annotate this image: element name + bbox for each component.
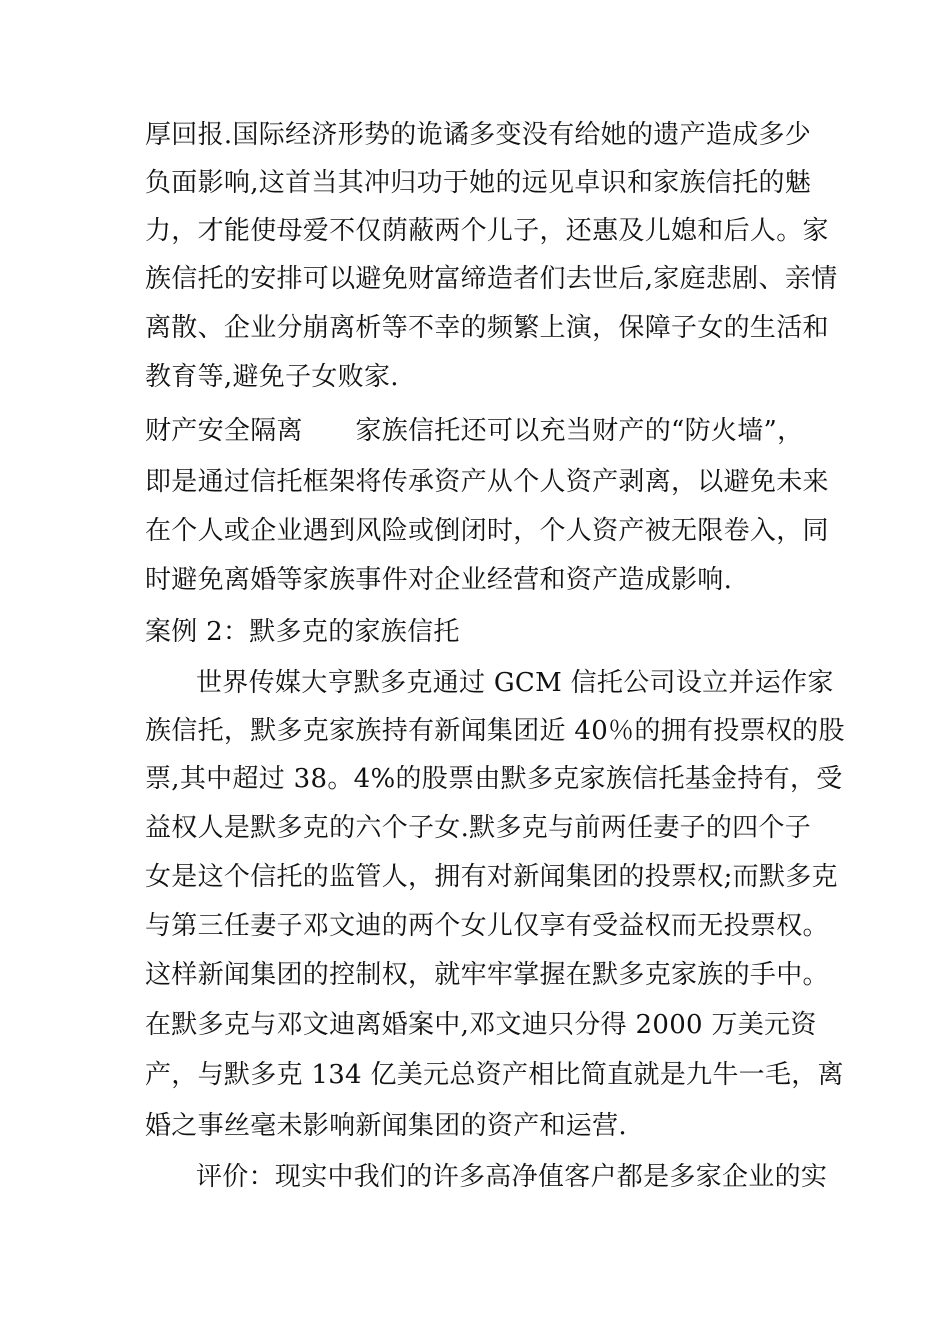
text-line-21: 婚之事丝毫未影响新闻集团的资产和运营. [145,1111,627,1141]
text-line-22: 评价：现实中我们的许多高净值客户都是多家企业的实 [196,1162,828,1192]
text-line-5: 离散、企业分崩离析等不幸的频繁上演，保障子女的生活和 [145,313,829,343]
text-line-15: 益权人是默多克的六个子女.默多克与前两任妻子的四个子 [145,813,812,843]
text-line-4: 族信托的安排可以避免财富缔造者们去世后,家庭悲剧、亲情 [145,264,838,294]
case-heading: 案例 2：默多克的家族信托 [145,617,460,647]
text-line-1: 厚回报.国际经济形势的诡谲多变没有给她的遗产造成多少 [145,120,812,150]
text-line-10: 时避免离婚等家族事件对企业经营和资产造成影响. [145,565,733,595]
text-line-2: 负面影响,这首当其冲归功于她的远见卓识和家族信托的魅 [145,168,812,198]
text-line-17: 与第三任妻子邓文迪的两个女儿仅享有受益权而无投票权。 [145,911,829,941]
text-line-9: 在个人或企业遇到风险或倒闭时，个人资产被无限卷入，同 [145,516,829,546]
text-line-14: 票,其中超过 38。4%的股票由默多克家族信托基金持有，受 [145,764,843,794]
text-line-13: 族信托，默多克家族持有新闻集团近 40％的拥有投票权的股 [145,716,845,746]
text-line-8: 即是通过信托框架将传承资产从个人资产剥离，以避免未来 [145,467,829,497]
text-line-19: 在默多克与邓文迪离婚案中,邓文迪只分得 2000 万美元资 [145,1010,817,1040]
text-line-6: 教育等,避免子女败家. [145,362,399,392]
text-line-12: 世界传媒大亨默多克通过 GCM 信托公司设立并运作家 [196,668,834,698]
text-line-16: 女是这个信托的监管人，拥有对新闻集团的投票权;而默多克 [145,862,838,892]
text-line-18: 这样新闻集团的控制权，就牢牢掌握在默多克家族的手中。 [145,960,829,990]
text-line-3: 力，才能使母爱不仅荫蔽两个儿子，还惠及儿媳和后人。家 [145,216,829,246]
text-line-20: 产，与默多克 134 亿美元总资产相比简直就是九牛一毛，离 [145,1060,844,1090]
section-heading-asset-isolation: 财产安全隔离 家族信托还可以充当财产的“防火墙”， [145,416,804,446]
